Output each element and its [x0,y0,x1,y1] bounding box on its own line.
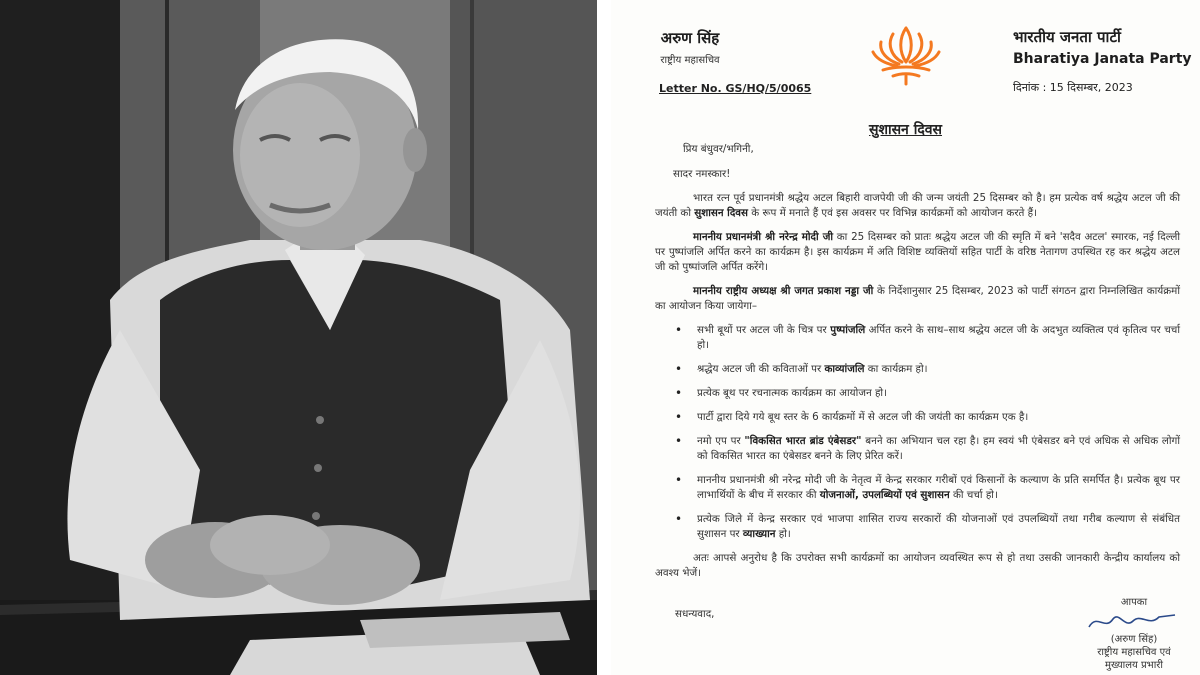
paragraph-3: माननीय राष्ट्रीय अध्यक्ष श्री जगत प्रकाश नड्डा जी के निर्देशानुसार 25 दिसम्बर, 2023 को पार्टी संगठन द्वारा निम्नलिखित कार्यक्रमों का आयोजन किया जायेगा– [655,285,1180,312]
signature-title: राष्ट्रीय महासचिव एवं [1097,647,1171,658]
letter-subject: सुशासन दिवस [868,122,943,138]
lotus-icon [869,22,943,88]
sender-block [645,28,735,66]
list-item: • श्रद्धेय अटल जी की कविताओं पर काव्यांजलि का कार्यक्रम हो। [655,362,1180,377]
signature-title-2: मुख्यालय प्रभारी [1105,660,1163,671]
letter-number: Letter No. GS/HQ/5/0065 [659,82,812,95]
list-item: • प्रत्येक जिले में केन्द्र सरकार एवं भाजपा शासित राज्य सरकारों की योजनाओं एवं उपलब्धियों तथा गरीब कल्याण से संबंधित सुशासन पर व्याख्यान हो। [655,512,1180,542]
closing: सधन्यवाद, [675,608,715,620]
sender-name: अरुण सिंह [660,29,720,47]
signature-yours: आपका [1120,597,1148,608]
party-name-english: Bharatiya Janata Party [1013,51,1192,67]
list-item: • प्रत्येक बूथ पर रचनात्मक कार्यक्रम का आयोजन हो। [655,386,1180,401]
portrait-photo [0,0,597,675]
paragraph-2: माननीय प्रधानमंत्री श्री नरेन्द्र मोदी जी का 25 दिसम्बर को प्रातः श्रद्धेय अटल जी की स्मृति में बने 'सदैव अटल' स्मारक, नई दिल्ली पर पुष्पांजलि अर्पित करने का कार्यक्रम है। इस कार्यक्रम में अति विशिष्ट व्यक्तियों सहित पार्टी के वरिष्ठ नेतागण उपस्थित रह कर श्रद्धेय अटल जी को पुष्पांजलि अर्पित करेंगे। [655,231,1180,273]
paragraph-4: अतः आपसे अनुरोध है कि उपरोक्त सभी कार्यक्रमों का आयोजन व्यवस्थित रूप से हो तथा उसकी जानकारी केन्द्रीय कार्यालय को अवश्य भेजें। [655,552,1180,579]
party-block [1013,27,1193,67]
sender-title: राष्ट्रीय महासचिव [660,55,720,66]
greeting: सादर नमस्कार! [673,168,731,180]
signature-block [1079,596,1189,672]
party-name-hindi: भारतीय जनता पार्टी [1013,28,1121,46]
portrait-illustration [0,0,597,675]
list-item: • सभी बूथों पर अटल जी के चित्र पर पुष्पांजलि अर्पित करने के साथ–साथ श्रद्धेय अटल जी के अदभुत व्यक्तित्व एवं कृतित्व पर चर्चा हो। [655,323,1180,353]
list-item: • माननीय प्रधानमंत्री श्री नरेन्द्र मोदी जी के नेतृत्व में केन्द्र सरकार गरीबों एवं किसानों के कल्याण के प्रति समर्पित है। प्रत्येक बूथ पर लाभार्थियों के बीच में सरकार की योजनाओं, उपलब्धियों एवं सुशासन की चर्चा हो। [655,473,1180,503]
letter-body [655,142,1180,581]
salutation: प्रिय बंधुवर/भगिनी, [683,143,754,155]
list-item: • पार्टी द्वारा दिये गये बूथ स्तर के 6 कार्यक्रमों में से अटल जी की जयंती का कार्यक्रम एक है। [655,410,1180,425]
signature-scribble [1079,609,1189,633]
panel-divider [597,0,611,675]
program-list [655,323,1180,542]
letter-document [611,0,1200,675]
signature-name: (अरुण सिंह) [1110,634,1158,645]
paragraph-1: भारत रत्न पूर्व प्रधानमंत्री श्रद्धेय अटल बिहारी वाजपेयी जी की जन्म जयंती 25 दिसम्बर को है। हम प्रत्येक वर्ष श्रद्धेय अटल जी की जयंती को सुशासन दिवस के रूप में मनाते हैं एवं इस अवसर पर विभिन्न कार्यक्रमों को आयोजन करते हैं। [655,192,1180,219]
letter-date: दिनांक : 15 दिसम्बर, 2023 [1013,81,1133,94]
list-item: • नमो एप पर "विकसित भारत ब्रांड एंबेसडर" बनने का अभियान चल रहा है। हम स्वयं भी एंबेसडर बने एवं अधिक से अधिक लोगों को विकसित भारत का एंबेसडर बनने के लिए प्रेरित करें। [655,434,1180,464]
